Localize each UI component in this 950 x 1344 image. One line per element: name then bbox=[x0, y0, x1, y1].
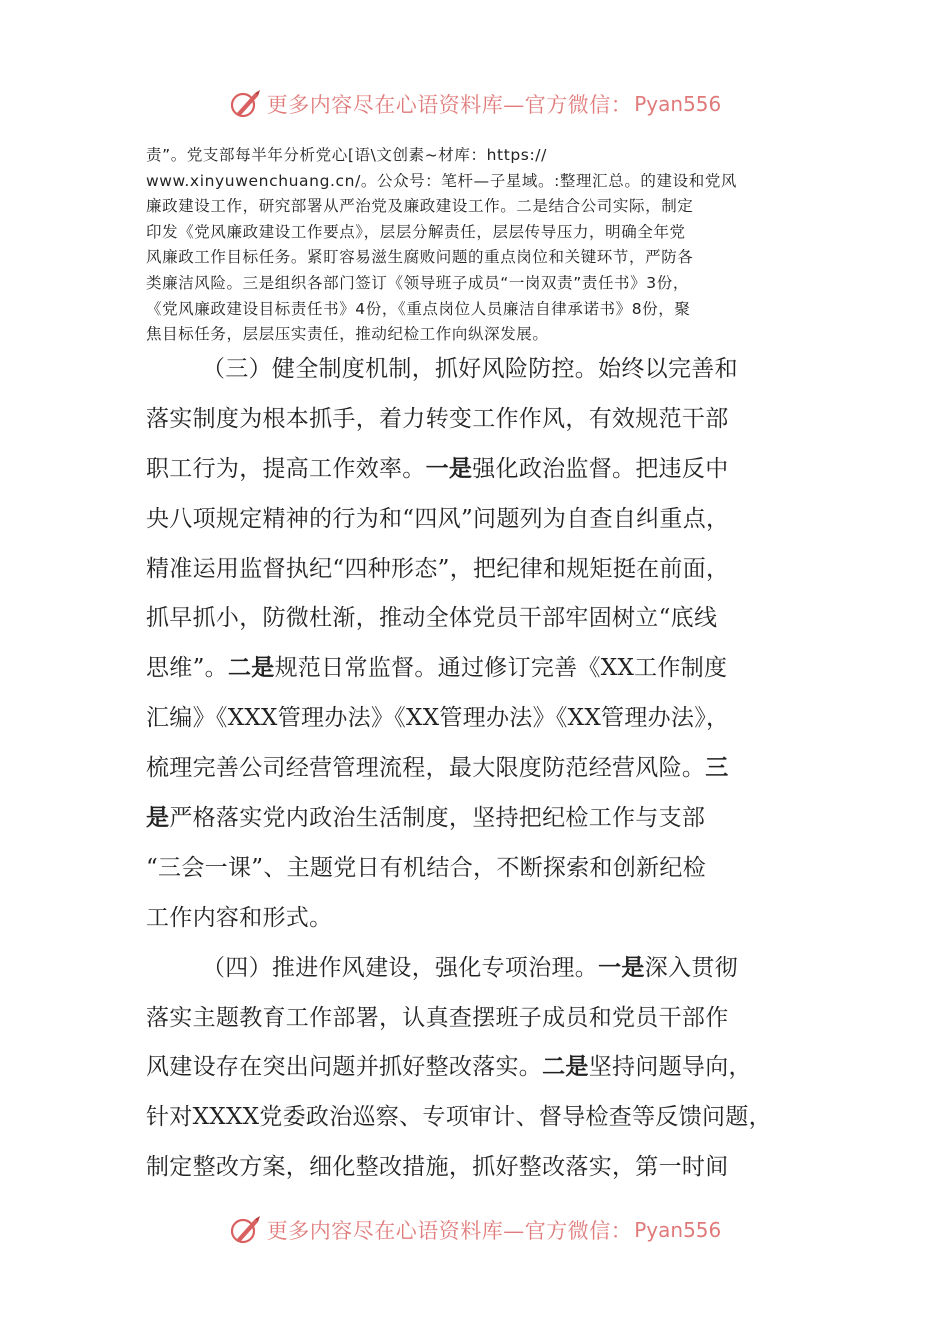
bold-marker: 一是 bbox=[425, 455, 473, 482]
text-line: 针对XXXX党委政治巡察、专项审计、督导检查等反馈问题， bbox=[146, 1104, 772, 1131]
text-line: 职工行为，提高工作效率。一是强化政治监督。把违反中 bbox=[146, 455, 729, 482]
text-line: 汇编》《XXX管理办法》《XX管理办法》《XX管理办法》， bbox=[146, 705, 730, 732]
text-line: 风建设存在突出问题并抓好整改落实。二是坚持问题导向， bbox=[146, 1054, 752, 1081]
text-line: 梳理完善公司经营管理流程，最大限度防范经营风险。三 bbox=[146, 755, 729, 782]
pen-logo-icon bbox=[229, 1213, 263, 1247]
bold-marker: 是 bbox=[146, 805, 170, 832]
bold-marker: 二是 bbox=[227, 655, 275, 682]
section-heading-3: （三）健全制度机制，抓好风险防控。始终以完善和 bbox=[202, 356, 738, 382]
text-line: “三会一课”、主题党日有机结合，不断探索和创新纪检 bbox=[146, 854, 707, 881]
footer-banner bbox=[0, 1210, 950, 1250]
text-line: 《党风廉政建设目标责任书》4份，《重点岗位人员廉洁自律承诺书》8份，聚 bbox=[146, 299, 691, 318]
text-line: 责”。党支部每半年分析党心[语\文创素~材库：https:// bbox=[146, 146, 547, 164]
text-line: www.xinyuwenchuang.cn/。公众号：笔杆—子星域。:整理汇总。的建设和党风 bbox=[146, 171, 738, 190]
header-banner bbox=[0, 84, 950, 124]
text-line: 风廉政工作目标任务。紧盯容易滋生腐败问题的重点岗位和关键环节，严防各 bbox=[146, 248, 694, 267]
section-heading-4: （四）推进作风建设，强化专项治理。一是深入贯彻 bbox=[202, 954, 738, 981]
footer-banner-text: 更多内容尽在心语资料库—官方微信： bbox=[266, 1219, 633, 1243]
text-line: 抓早抓小，防微杜渐，推动全体党员干部牢固树立“底线 bbox=[146, 605, 718, 632]
text-line: 制定整改方案，细化整改措施，抓好整改落实，第一时间 bbox=[146, 1154, 729, 1181]
header-banner-text: 更多内容尽在心语资料库—官方微信： bbox=[266, 93, 633, 117]
body-text bbox=[146, 345, 811, 1193]
text-line: 印发《党风廉政建设工作要点》，层层分解责任，层层传导压力，明确全年党 bbox=[146, 222, 686, 241]
text-line: 廉政建设工作，研究部署从严治党及廉政建设工作。二是结合公司实际，制定 bbox=[146, 197, 694, 216]
text-line: 落实主题教育工作部署，认真查摆班子成员和党员干部作 bbox=[146, 1004, 729, 1031]
text-line: 精准运用监督执纪“四种形态”，把纪律和规矩挺在前面， bbox=[146, 555, 730, 582]
bold-marker: 二是 bbox=[542, 1054, 589, 1081]
bold-marker: 一是 bbox=[598, 954, 645, 981]
text-line: 工作内容和形式。 bbox=[146, 904, 333, 931]
pen-logo-icon bbox=[229, 87, 263, 121]
footer-wechat-id: Pyan556 bbox=[634, 1218, 722, 1242]
intro-small-text bbox=[146, 143, 806, 348]
text-line: 焦目标任务，层层压实责任，推动纪检工作向纵深发展。 bbox=[146, 325, 549, 344]
text-line: 思维”。二是规范日常监督。通过修订完善《XX工作制度 bbox=[146, 655, 728, 682]
text-line: 类廉洁风险。三是组织各部门签订《领导班子成员“一岗双责”责任书》3份， bbox=[146, 273, 689, 292]
text-line: 央八项规定精神的行为和“四风”问题列为自查自纠重点， bbox=[146, 505, 730, 532]
header-wechat-id: Pyan556 bbox=[634, 92, 722, 116]
bold-marker: 三 bbox=[705, 755, 729, 782]
text-line: 是严格落实党内政治生活制度，坚持把纪检工作与支部 bbox=[146, 805, 706, 832]
text-line: 落实制度为根本抓手，着力转变工作作风，有效规范干部 bbox=[146, 405, 729, 432]
